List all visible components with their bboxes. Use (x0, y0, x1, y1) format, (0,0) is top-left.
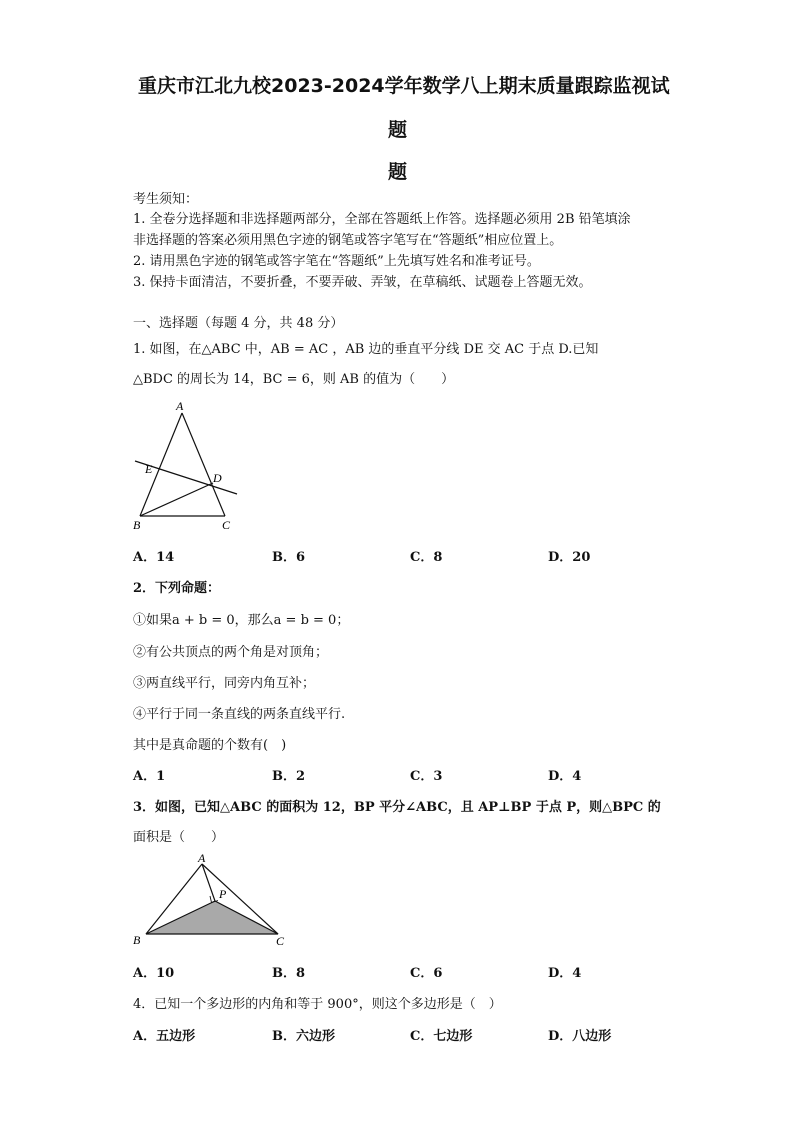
question-1-text-cont: △BDC 的周长为 14，BC = 6，则 AB 的值为（ ） (133, 372, 455, 387)
option-a: A．1 (133, 769, 166, 784)
question-3-figure (130, 850, 295, 950)
option-d: D．八边形 (548, 1029, 612, 1044)
notice-item: 3. 保持卡面清洁，不要折叠，不要弄破、弄皱，在草稿纸、试题卷上答题无效。 (133, 275, 592, 290)
option-d: D．4 (548, 769, 582, 784)
option-c: C．3 (410, 769, 443, 784)
question-1-figure (130, 398, 250, 533)
statement-3: ③两直线平行，同旁内角互补； (133, 676, 316, 691)
section-heading: 一、选择题（每题 4 分，共 48 分） (133, 316, 344, 331)
shaded-triangle-bpc (146, 901, 278, 934)
option-a: A．五边形 (133, 1029, 196, 1044)
vertex-label-b: B (133, 518, 141, 532)
option-b: B．6 (272, 550, 306, 565)
option-b: B．六边形 (272, 1029, 335, 1044)
question-4-stem: 4．已知一个多边形的内角和等于 900°，则这个多边形是（ ） (133, 997, 502, 1012)
notice-item: 2. 请用黑色字迹的钢笔或答字笔在“答题纸”上先填写姓名和准考证号。 (133, 254, 540, 269)
notice-item: 1. 全卷分选择题和非选择题两部分，全部在答题纸上作答。选择题必须用 2B 铅笔填涂 (133, 212, 631, 227)
point-label-p: P (219, 887, 227, 901)
option-d: D．4 (548, 966, 582, 981)
page-title-continued: 题 (388, 119, 408, 141)
statement-1: ①如果a + b = 0，那么a = b = 0； (133, 613, 350, 628)
option-c: C．8 (410, 550, 443, 565)
page-subtitle: 题 (388, 161, 408, 183)
option-c: C．6 (410, 966, 443, 981)
question-2-stem: 2．下列命题： (133, 581, 221, 596)
question-3-text-cont: 面积是（ ） (133, 830, 225, 845)
option-a: A．10 (133, 966, 175, 981)
page-title: 重庆市江北九校2023-2024学年数学八上期末质量跟踪监视试 (138, 75, 670, 97)
option-b: B．8 (272, 966, 306, 981)
vertex-label-a: A (176, 399, 184, 413)
vertex-label-c: C (222, 518, 231, 532)
vertex-label-b: B (133, 933, 141, 947)
statement-4: ④平行于同一条直线的两条直线平行. (133, 707, 346, 722)
point-label-e: E (145, 462, 153, 476)
question-3-text: 3．如图，已知△ABC 的面积为 12，BP 平分∠ABC，且 AP⊥BP 于点 P，则△BPC 的 (133, 800, 661, 815)
option-d: D．20 (548, 550, 591, 565)
notice-item: 非选择题的答案必须用黑色字迹的钢笔或答字笔写在“答题纸”相应位置上。 (133, 233, 563, 248)
option-a: A．14 (133, 550, 175, 565)
question-1-text: 1. 如图，在△ABC 中，AB = AC ，AB 边的垂直平分线 DE 交 AC 于点 D.已知 (133, 342, 599, 357)
option-b: B．2 (272, 769, 306, 784)
vertex-label-a: A (198, 851, 206, 865)
notice-heading: 考生须知： (133, 192, 199, 207)
option-c: C．七边形 (410, 1029, 473, 1044)
point-label-d: D (213, 471, 222, 485)
question-2-prompt: 其中是真命题的个数有( ) (133, 738, 287, 753)
vertex-label-c: C (276, 934, 285, 948)
statement-2: ②有公共顶点的两个角是对顶角； (133, 645, 329, 660)
side-ac (182, 413, 225, 516)
